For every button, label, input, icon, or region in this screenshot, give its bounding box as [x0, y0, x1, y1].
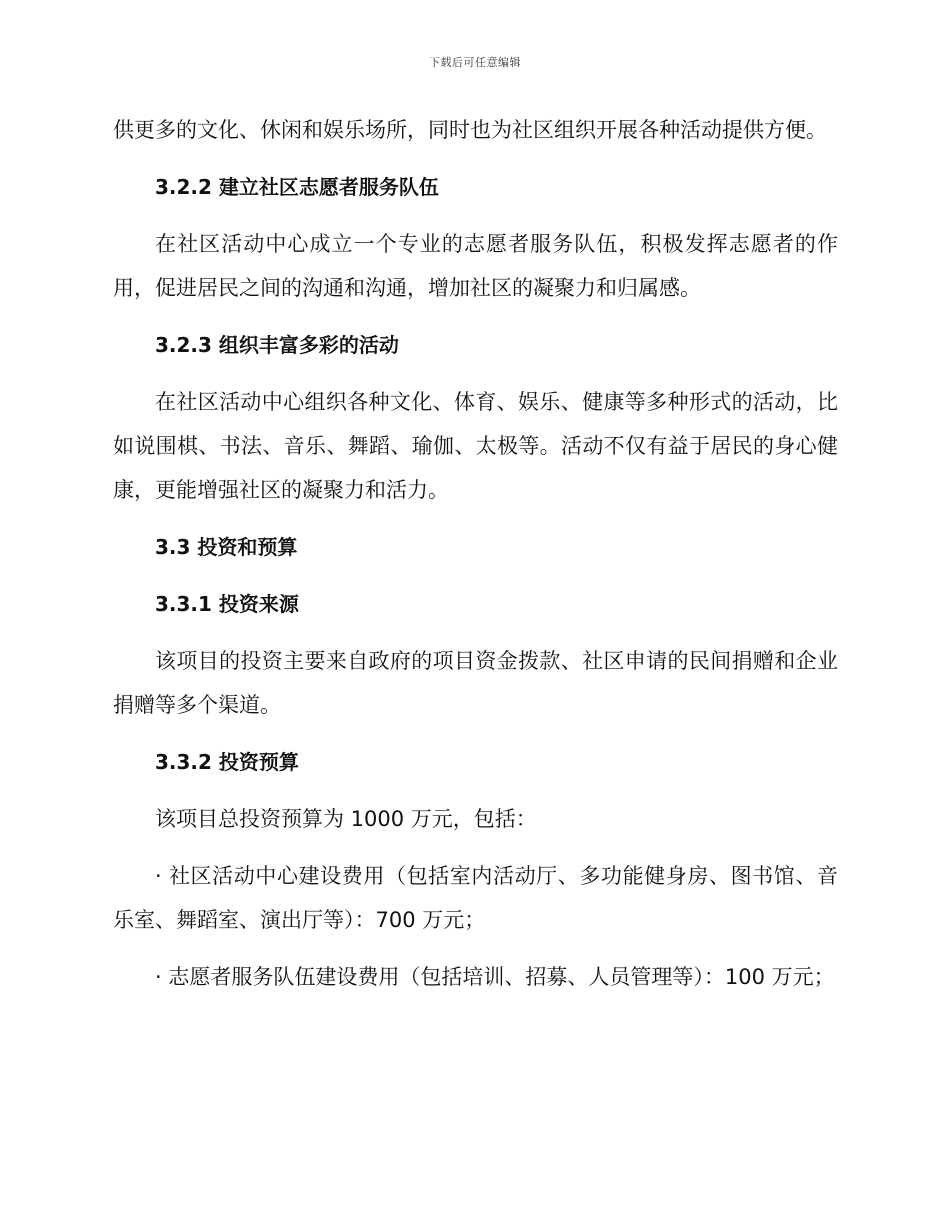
paragraph-activities: 在社区活动中心组织各种文化、体育、娱乐、健康等多种形式的活动，比如说围棋、书法、音乐、舞蹈、瑜伽、太极等。活动不仅有益于居民的身心健康，更能增强社区的凝聚力和活力。 [113, 390, 838, 502]
section-heading-3-2-3: 3.2.3 组织丰富多彩的活动 [155, 333, 399, 357]
document-body [113, 108, 838, 1012]
section-heading-3-3-2: 3.3.2 投资预算 [155, 750, 299, 774]
header-note: 下载后可任意编辑 [429, 56, 521, 69]
section-heading-3-2-2: 3.2.2 建立社区志愿者服务队伍 [155, 175, 439, 199]
paragraph-continuation: 供更多的文化、休闲和娱乐场所，同时也为社区组织开展各种活动提供方便。 [113, 118, 827, 142]
paragraph-budget-intro: 该项目总投资预算为 1000 万元，包括： [155, 807, 537, 831]
paragraph-volunteer-team: 在社区活动中心成立一个专业的志愿者服务队伍，积极发挥志愿者的作用，促进居民之间的沟通和沟通，增加社区的凝聚力和归属感。 [113, 232, 838, 300]
section-heading-3-3-1: 3.3.1 投资来源 [155, 592, 299, 616]
section-heading-3-3: 3.3 投资和预算 [155, 535, 298, 559]
paragraph-investment-source: 该项目的投资主要来自政府的项目资金拨款、社区申请的民间捐赠和企业捐赠等多个渠道。 [113, 649, 838, 717]
budget-item-volunteers: · 志愿者服务队伍建设费用（包括培训、招募、人员管理等）：100 万元； [155, 965, 835, 989]
budget-item-center: · 社区活动中心建设费用（包括室内活动厅、多功能健身房、图书馆、音乐室、舞蹈室、演出厅等）：700 万元； [113, 864, 838, 932]
